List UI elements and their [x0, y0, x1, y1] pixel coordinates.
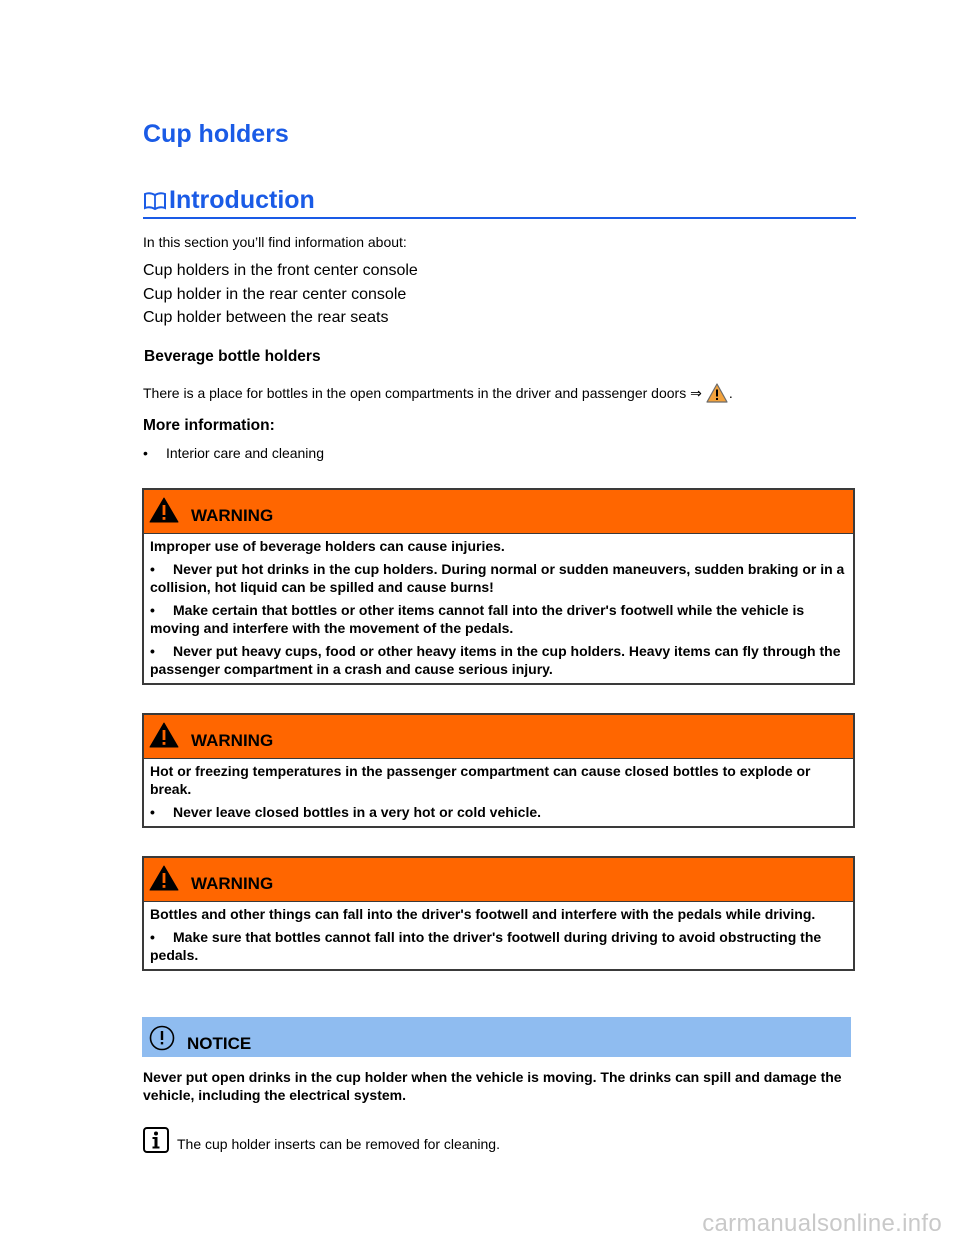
warning-item-text: Never put heavy cups, food or other heavy items in the cup holders. Heavy items can fly through the passenger compartment in a crash and cause serious injury. [150, 643, 841, 677]
topic-list [143, 259, 418, 330]
topic-link[interactable]: Cup holder between the rear seats [143, 309, 389, 326]
beverage-holders-text [143, 383, 733, 403]
beverage-holders-suffix: . [728, 385, 733, 401]
section-heading-text: Introduction [169, 186, 315, 214]
more-information-link[interactable]: Interior care and cleaning [166, 445, 324, 461]
bullet: • [150, 804, 155, 820]
warning-intro: Improper use of beverage holders can cause injuries. [150, 538, 505, 554]
warning-label: WARNING [191, 731, 274, 750]
note-text: The cup holder inserts can be removed for cleaning. [177, 1136, 500, 1152]
warning-label: WARNING [191, 874, 274, 893]
bullet: • [143, 445, 148, 461]
note [143, 1127, 500, 1153]
bullet: • [150, 643, 155, 659]
warning-item-text: Make certain that bottles or other items cannot fall into the driver's footwell while the vehicle is moving and interfere with the movement of the pedals. [150, 602, 805, 636]
warning-header [144, 858, 853, 902]
warning-item [150, 560, 847, 596]
bullet: • [150, 561, 155, 577]
warning-item-text: Never leave closed bottles in a very hot or cold vehicle. [173, 804, 542, 820]
warning-item [150, 601, 847, 637]
warning-intro: Bottles and other things can fall into the driver's footwell and interfere with the pedals while driving. [150, 906, 816, 922]
topic-link[interactable]: Cup holder in the rear center console [143, 285, 407, 303]
warning-body [144, 759, 853, 826]
bullet: • [150, 602, 155, 618]
warning-item [150, 803, 847, 821]
intro-text: In this section you’ll find information about: [143, 234, 407, 250]
warning-item-text: Never put hot drinks in the cup holders. During normal or sudden maneuvers, sudden braking or in a collision, hot liquid can be spilled and cause burns! [150, 561, 845, 595]
notice-header [142, 1017, 851, 1057]
warning-item [150, 642, 847, 678]
warning-header [144, 715, 853, 759]
warning-item-text: Make sure that bottles cannot fall into the driver's footwell during driving to avoid obstructing the pedals. [150, 929, 822, 963]
warning-triangle-icon [149, 722, 179, 748]
warning-item [150, 928, 847, 964]
topic-link[interactable]: Cup holders in the front center console [143, 262, 418, 279]
warning-triangle-icon[interactable] [706, 383, 728, 403]
exclamation-circle-icon [149, 1025, 175, 1051]
beverage-holders-title: Beverage bottle holders [144, 348, 321, 365]
warning-box [142, 856, 855, 971]
notice-text: Never put open drinks in the cup holder when the vehicle is moving. The drinks can spill and damage the vehicle, including the electrical system. [143, 1069, 842, 1103]
warning-header [144, 490, 853, 534]
warning-body [144, 902, 853, 969]
bullet: • [150, 929, 155, 945]
info-icon [143, 1127, 169, 1153]
warning-triangle-icon [149, 865, 179, 891]
warning-box [142, 488, 855, 685]
notice-label: NOTICE [187, 1034, 252, 1053]
book-open-icon [143, 190, 167, 212]
warning-triangle-icon [149, 497, 179, 523]
section-heading [143, 186, 856, 219]
more-information-item [143, 445, 324, 461]
warning-box [142, 713, 855, 828]
warning-intro: Hot or freezing temperatures in the passenger compartment can cause closed bottles to explode or break. [150, 763, 811, 797]
warning-label: WARNING [191, 506, 274, 525]
more-information-title: More information: [143, 417, 275, 434]
warning-body [144, 534, 853, 683]
page-title: Cup holders [143, 120, 289, 148]
watermark: carmanualsonline.info [702, 1210, 942, 1237]
beverage-holders-body: There is a place for bottles in the open compartments in the driver and passenger doors ⇒ [143, 384, 702, 401]
